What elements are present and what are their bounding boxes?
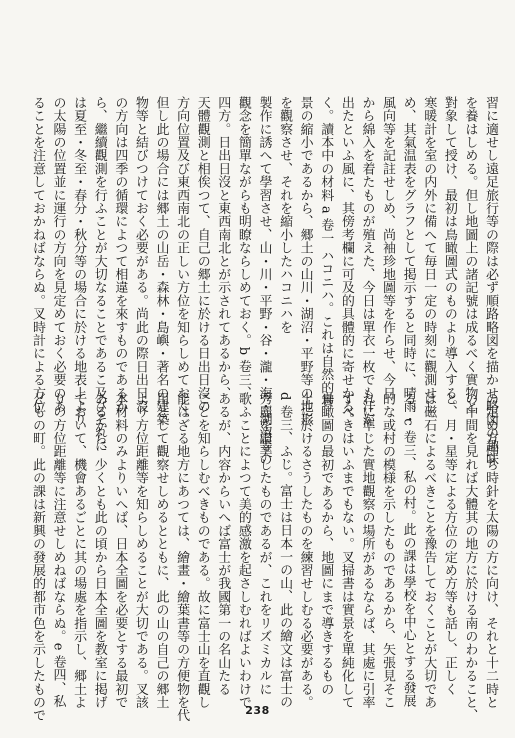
text-line: どもの町。此の課は新興の發展的都市色を示したもので [29, 392, 45, 722]
text-line: 觀念を簡單ながらも明瞭ならしめておく。b 卷三、 [235, 96, 251, 400]
text-line: ら、繼續觀測を行ふことが大切なることであるこ及びそれに [91, 96, 107, 453]
text-line: の定め方即ち時針を太陽の方に向け、それと十二時と [483, 392, 498, 709]
text-line: ことを知らしむべきものである。故に富士山を直觀し [194, 392, 210, 709]
text-line: から綿入を着たものが殖えた、今日は單衣一枚でも汗が [359, 96, 375, 426]
text-line: あるが、内容からいへば富士が我國第一の名山たる [215, 392, 231, 696]
text-line: 四方。日出日沒と東西南北とが示されてあるから、 [215, 96, 231, 400]
text-line: の太陽の位置並に運行の方向を見定めておく必要のあ [50, 96, 66, 413]
text-line: すべきはいふまでもない。叉掃書は實景を單純化して [338, 392, 354, 709]
text-line: 的な或村の模様を示したものであるから、矢張見そこ [380, 392, 396, 709]
text-line: 歌ふことによつて美的感激を起さしむればよいわけで [235, 392, 251, 709]
text-line: の方向は四季の循環によつて相違を來すものであるか [112, 96, 128, 413]
text-line: 天體觀測と相俟つて、自己の郷土に於ける日出日沒の [194, 96, 210, 413]
text-line: と、月・星等による方位の定め方等も話し、正しく [441, 392, 457, 696]
text-line: 方向位置及び東西南北の正しい方位を知らしめておく。 [174, 96, 190, 426]
text-line: 物等と結びつけておく必要がある。尚此の際日出日沒 [132, 96, 148, 413]
text-line: 用として觀察せしめるとともに、此の山の自己の郷土 [153, 392, 169, 709]
page-number: 238 [245, 704, 270, 717]
text-line: れに準じた實地觀察の場所があるならば、其處に引率 [359, 392, 375, 709]
text-line: 對象して授け、最初は鳥瞰圖式のものより導入する。 [441, 96, 457, 413]
text-line: 但し此の場合には郷土の山岳・森林・島嶼・著名の建築 [153, 96, 169, 426]
text-line: 出たといふ風に、其傍考欄に可及的具體的に寄せかる。 [338, 96, 354, 426]
text-block-top [29, 96, 500, 466]
text-line: は夏至・冬至・春分・秋分等の場合に於ける地表上より [71, 96, 87, 426]
text-line: め、其氣温表をグラフとして掲示すると同時に、晴雨・ [400, 96, 416, 426]
text-line: 鳥瞰圖の最初であるから、地圖にまで導きするもの [318, 392, 334, 696]
text-line: ることを注意しておかねばならぬ。叉時計による方位 [29, 96, 45, 413]
text-line: d 卷三、ふじ。富士は日本一の山、此の繪文は富士の [277, 392, 293, 709]
text-line: ておいて、機會あるごとに其の場處を指示し、郷土よ [71, 392, 87, 709]
text-line: の中間を見れば大體其の地方に於ける南のわかること、 [462, 392, 478, 722]
text-line: は磁石によるべきことを豫告しておくことが大切であ [421, 392, 437, 709]
text-line: りの方位距離等に注意せしめねばならぬ。e 卷四、私 [50, 392, 66, 708]
text-line: より方位距離等を知らしめることが大切である。叉該 [132, 392, 148, 709]
text-line: 土に於けるさうしたものを練習せしむる必要がある。 [297, 392, 313, 709]
text-line: 風向等を記註せしめ、尚袖珍地圖等を作らせ、今日 [380, 96, 396, 400]
text-line: あるから、少くとも此の頃から日本全圖を教室に掲げ [91, 392, 107, 709]
text-line: を觀察させ、それを縮小したハコニハを [277, 96, 293, 334]
text-line: る。c 卷三、私の村。此の課は學校を中心とする發展 [400, 392, 416, 708]
text-line: 本材料のみよりいへば、日本全圖を必要とする最初で [112, 392, 128, 709]
text-line: 秀麗を讃美したものであるが、これをリズミカルに [256, 392, 272, 696]
text-line: 習に適せし遠足旅行等の際は必ず順路略図を描かせ略図の趣味 [483, 96, 498, 466]
text-line: く。讀本中の材料 a 卷一 ハコニハ。これは自然的實 [318, 96, 334, 408]
text-line: を養はしめる。但し地圖上の諸記號は成るべく實物と [462, 96, 478, 413]
text-line: 製作に誘へて學習させ、山・川・平野・谷・瀧・海・湖沼等の [256, 96, 272, 466]
text-line: 能はざる地方にあつては、繪畫・繪葉書等の方便物を代 [174, 392, 190, 722]
text-line: 寒暖計を室の内外に備へて毎日一定の時刻に觀測せし [421, 96, 437, 413]
text-line: 景の縮小であるから、郷土の山川・湖沼・平野等の地形 [297, 96, 313, 426]
